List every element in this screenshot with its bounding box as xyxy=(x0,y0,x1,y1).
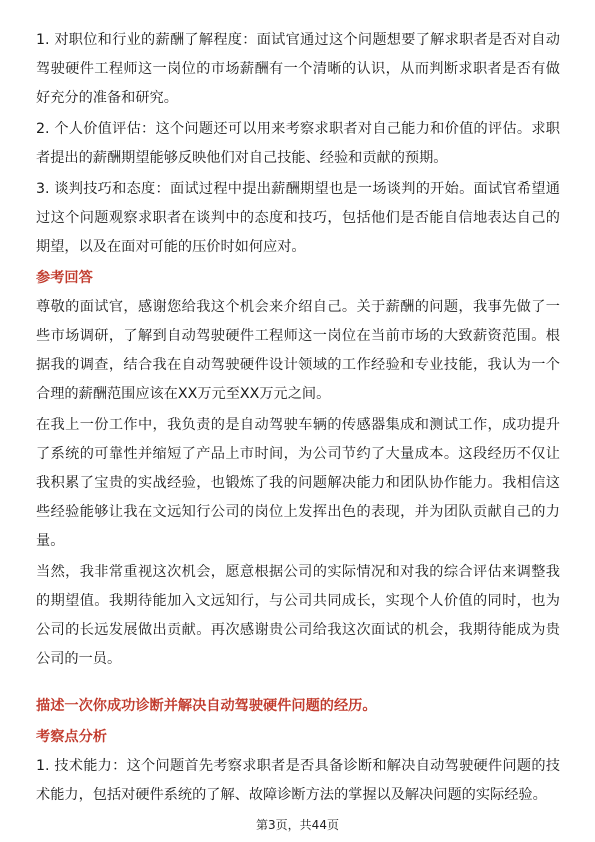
answer-paragraph-1: 尊敬的面试官，感谢您给我这个机会来介绍自己。关于薪酬的问题，我事先做了一些市场调研，了解到自动驾驶硬件工程师这一岗位在当前市场的大致薪资范围。根据我的调查，结合我在自动驾驶硬件设计领域的工作经验和专业技能，我认为一个合理的薪酬范围应该在XX万元至XX万元之间。 xyxy=(36,299,560,402)
page-number-footer: 第3页，共44页 xyxy=(256,818,339,832)
analysis-heading: 考察点分析 xyxy=(36,729,107,745)
next-question-section xyxy=(36,692,560,810)
evaluation-point-3: 3. 谈判技巧和态度：面试过程中提出薪酬期望也是一场谈判的开始。面试官希望通过这个问题观察求职者在谈判中的态度和技巧，包括他们是否能自信地表达自己的期望，以及在面对可能的压价时如何应对。 xyxy=(36,181,560,255)
question-title: 描述一次你成功诊断并解决自动驾驶硬件问题的经历。 xyxy=(36,698,377,714)
reference-answer-section xyxy=(36,264,560,674)
evaluation-point-2: 2. 个人价值评估：这个问题还可以用来考察求职者对自己能力和价值的评估。求职者提出的薪酬期望能够反映他们对自己技能、经验和贡献的预期。 xyxy=(36,121,560,166)
answer-paragraph-3: 当然，我非常重视这次机会，愿意根据公司的实际情况和对我的综合评估来调整我的期望值。我期待能加入文远知行，与公司共同成长，实现个人价值的同时，也为公司的长远发展做出贡献。再次感谢贵公司给我这次面试的机会，我期待能成为贵公司的一员。 xyxy=(36,564,560,667)
reference-answer-heading: 参考回答 xyxy=(36,270,93,286)
evaluation-points-section xyxy=(36,26,560,262)
answer-paragraph-2: 在我上一份工作中，我负责的是自动驾驶车辆的传感器集成和测试工作，成功提升了系统的可靠性并缩短了产品上市时间，为公司节约了大量成本。这段经历不仅让我积累了宝贵的实战经验，也锻炼了我的问题解决能力和团队协作能力。我相信这些经验能够让我在文远知行公司的岗位上发挥出色的表现，并为团队贡献自己的力量。 xyxy=(36,417,560,549)
document-page xyxy=(36,26,560,810)
analysis-point-1: 1. 技术能力：这个问题首先考察求职者是否具备诊断和解决自动驾驶硬件问题的技术能力，包括对硬件系统的了解、故障诊断方法的掌握以及解决问题的实际经验。 xyxy=(36,758,560,803)
evaluation-point-1: 1. 对职位和行业的薪酬了解程度：面试官通过这个问题想要了解求职者是否对自动驾驶硬件工程师这一岗位的市场薪酬有一个清晰的认识，从而判断求职者是否有做好充分的准备和研究。 xyxy=(36,32,560,106)
